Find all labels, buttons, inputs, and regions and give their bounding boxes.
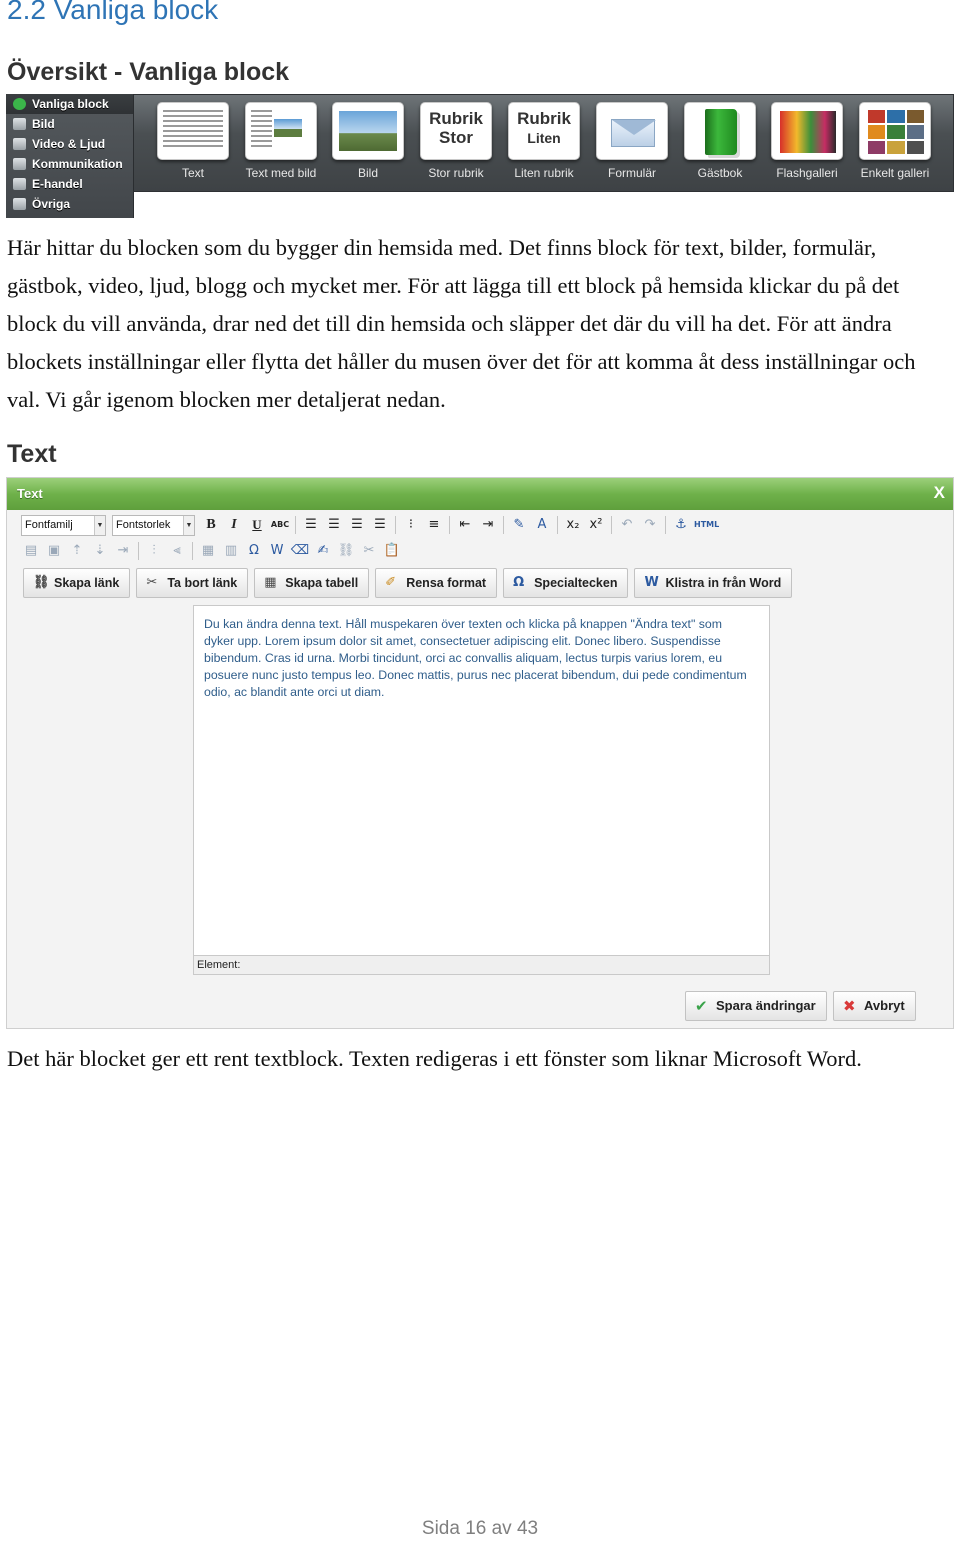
menu-item-ovriga[interactable]: Övriga [6, 194, 133, 214]
indent-icon[interactable]: ⇥ [482, 517, 494, 532]
outdent-icon[interactable]: ⇤ [459, 517, 471, 532]
block-tile-gastbok[interactable] [684, 102, 756, 160]
text-with-image-preview-icon [251, 110, 272, 150]
insert-column-icon[interactable]: ⫶ [152, 543, 156, 558]
large-heading-preview: Rubrik Stor [429, 109, 483, 147]
table-toolbar [21, 540, 405, 562]
subscript-icon[interactable]: x₂ [566, 517, 580, 532]
menu-item-e-handel[interactable]: E-handel [6, 174, 133, 194]
split-cells-icon[interactable]: ▦ [201, 543, 215, 558]
italic-icon[interactable]: I [231, 517, 237, 532]
text-block-description: Det här blocket ger ett rent textblock. Texten redigeras i ett fönster som liknar Microsoft Word. [7, 1046, 862, 1071]
html-source-icon[interactable]: HTML [694, 520, 720, 529]
unlink-icon[interactable]: ✂ [363, 543, 375, 558]
text-color-icon[interactable]: A [537, 517, 547, 532]
formatting-toolbar [21, 514, 720, 536]
paste-from-word-button[interactable]: W Klistra in från Word [634, 568, 792, 598]
anchor-icon[interactable]: ⚓ [675, 517, 687, 532]
paste-icon[interactable]: 📋 [383, 543, 401, 558]
delete-column-icon[interactable]: ⫷ [173, 543, 181, 558]
block-tile-label: Enkelt galleri [860, 166, 930, 180]
text-block-heading: Text [7, 440, 57, 468]
highlight-color-icon[interactable]: ✎ [513, 517, 525, 532]
link-icon: ⛓ [33, 575, 50, 590]
checkmark-icon: ✔ [695, 997, 708, 1015]
close-icon[interactable]: X [933, 483, 945, 502]
cancel-button[interactable]: ✖ Avbryt [833, 991, 916, 1021]
undo-icon[interactable]: ↶ [621, 517, 633, 532]
close-icon: ✖ [843, 997, 856, 1015]
block-category-menu [6, 94, 134, 218]
eraser-icon[interactable]: ⌫ [290, 543, 310, 558]
mail-icon [13, 158, 26, 170]
font-family-select[interactable]: Fontfamilj ▼ [21, 515, 106, 536]
photo-grid-icon [868, 110, 924, 154]
editor-title-bar [7, 478, 953, 510]
block-tile-label: Liten rubrik [514, 166, 574, 180]
link-icon[interactable]: ⛓ [337, 543, 355, 558]
block-overview-screenshot [6, 94, 954, 218]
text-preview-icon [163, 110, 223, 150]
edit-icon[interactable]: ✍ [317, 543, 329, 558]
editor-status-bar: Element: [193, 955, 770, 975]
special-characters-button[interactable]: Ω Specialtecken [503, 568, 628, 598]
text-editor-window [6, 477, 954, 1029]
block-tile-label: Bild [357, 166, 378, 180]
table-cell-icon[interactable]: ▣ [47, 543, 61, 558]
redo-icon[interactable]: ↷ [644, 517, 656, 532]
mini-photo-icon [274, 119, 302, 137]
omega-icon: Ω [513, 575, 525, 590]
merge-cells-icon[interactable]: ▥ [224, 543, 238, 558]
align-right-icon[interactable]: ☰ [351, 517, 363, 532]
create-table-button[interactable]: ▦ Skapa tabell [254, 568, 369, 598]
block-tile-label: Text med bild [245, 166, 317, 180]
save-changes-button[interactable]: ✔ Spara ändringar [685, 991, 827, 1021]
clear-format-button[interactable]: ✐ Rensa format [375, 568, 497, 598]
menu-item-video-ljud[interactable]: Video & Ljud [6, 134, 133, 154]
unlink-icon: ✂ [146, 575, 158, 590]
align-left-icon[interactable]: ☰ [305, 517, 317, 532]
plus-circle-icon [13, 98, 26, 110]
envelope-icon [611, 119, 655, 147]
block-tile-text-med-bild[interactable] [245, 102, 317, 160]
cart-icon [13, 178, 26, 190]
word-icon: W [644, 575, 659, 590]
block-tile-label: Formulär [607, 166, 656, 180]
editor-title: Text [17, 486, 43, 501]
block-tile-label: Gästbok [697, 166, 743, 180]
table-icon: ▦ [264, 575, 277, 590]
paste-word-icon[interactable]: W [270, 543, 284, 558]
menu-item-kommunikation[interactable]: Kommunikation [6, 154, 133, 174]
block-tile-label: Flashgalleri [776, 166, 838, 180]
block-tile-flashgalleri[interactable] [771, 102, 843, 160]
omega-icon[interactable]: Ω [249, 543, 259, 558]
page-footer: Sida 16 av 43 [421, 1518, 539, 1539]
green-book-icon [705, 109, 737, 155]
chevron-down-icon: ▼ [94, 516, 105, 535]
menu-item-vanliga-block[interactable]: Vanliga block [6, 94, 133, 114]
editor-content-text: Du kan ändra denna text. Håll muspekaren över texten och klicka på knappen "Ändra text" som dyker upp. Lorem ipsum dolor sit amet, consectetuer adipiscing elit. Donec libero. Suspendisse bibendum. Cras id urna. Morbi tincidunt, orci ac convallis aliquam, lectus turpis varius lorem, eu posuere nunc justo tempus leo. Donec mattis, purus nec placerat bibendum, dui pede condimentum odio, ac blandit ante orci ut diam. [204, 617, 747, 699]
small-heading-preview: Rubrik Liten [517, 109, 571, 146]
align-center-icon[interactable]: ☰ [328, 517, 340, 532]
block-tile-formular[interactable] [596, 102, 668, 160]
landscape-photo-icon [339, 111, 397, 151]
section-heading: 2.2 Vanliga block [7, 0, 219, 25]
intro-paragraph: Här hittar du blocken som du bygger din hemsida med. Det finns block för text, bilder, formulär, gästbok, video, ljud, blogg och mycket mer. För att lägga till ett block på hemsida klickar du på det block du vill använda, drar ned det till din hemsida och släpper det där du vill ha det. För att ändra blockets inställningar eller flytta det håller du musen över det för att komma åt dess inställningar och val. Vi går igenom blocken mer detaljerat nedan. [7, 235, 916, 412]
chevron-down-icon: ▼ [183, 516, 194, 535]
delete-row-icon[interactable]: ⇥ [117, 543, 129, 558]
bold-icon[interactable]: B [206, 517, 216, 532]
block-tile-bild[interactable] [332, 102, 404, 160]
film-icon [13, 138, 26, 150]
block-tile-label: Text [181, 166, 204, 180]
menu-item-bild[interactable]: Bild [6, 114, 133, 134]
flash-gallery-icon [780, 111, 836, 153]
overview-heading: Översikt - Vanliga block [7, 58, 290, 86]
create-link-button[interactable]: ⛓ Skapa länk [23, 568, 130, 598]
block-tile-text[interactable] [157, 102, 229, 160]
editor-action-buttons [23, 568, 798, 598]
font-size-select[interactable]: Fontstorlek ▼ [112, 515, 195, 536]
eraser-icon: ✐ [385, 575, 397, 590]
block-tile-stor-rubrik[interactable] [420, 102, 492, 160]
numbered-list-icon[interactable]: ≡ [428, 517, 440, 532]
align-justify-icon[interactable]: ☰ [374, 517, 386, 532]
strikethrough-icon[interactable]: ABC [270, 520, 290, 529]
superscript-icon[interactable]: x² [589, 517, 603, 532]
remove-link-button[interactable]: ✂ Ta bort länk [136, 568, 248, 598]
table-row-icon[interactable]: ▤ [24, 543, 38, 558]
bullet-list-icon[interactable]: ⁝ [408, 517, 414, 532]
block-tile-label: Stor rubrik [428, 166, 484, 180]
image-icon [13, 118, 26, 130]
gear-icon [13, 198, 26, 210]
insert-row-before-icon[interactable]: ⇡ [71, 543, 83, 558]
editor-content-area[interactable] [193, 605, 770, 975]
block-tile-enkelt-galleri[interactable] [859, 102, 931, 160]
block-tile-liten-rubrik[interactable] [508, 102, 580, 160]
underline-icon[interactable]: U [252, 517, 262, 532]
insert-row-after-icon[interactable]: ⇣ [94, 543, 106, 558]
